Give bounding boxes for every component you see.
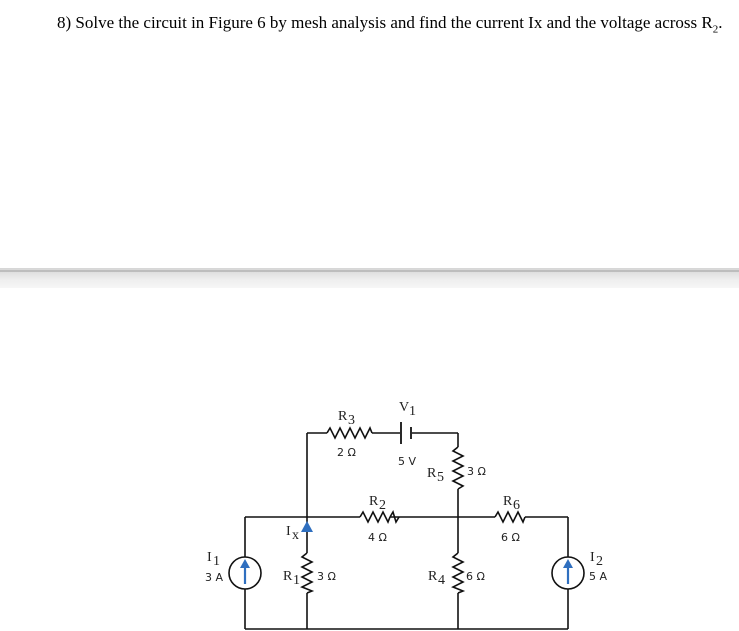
i2-value: 5 A (589, 570, 608, 583)
resistor-r5 (427, 447, 486, 489)
v1-name: V (399, 400, 410, 415)
r1-name: R (283, 569, 293, 584)
r5-value: 3 Ω (467, 465, 486, 478)
r2-value: 4 Ω (368, 531, 387, 544)
i1-name: I (207, 550, 212, 565)
resistor-r4 (428, 553, 485, 593)
question-end: . (718, 13, 723, 32)
r3-name: R (338, 409, 348, 424)
resistor-r1 (283, 553, 336, 593)
r3-value: 2 Ω (337, 446, 356, 459)
resistor-r6 (495, 494, 525, 544)
r6-sub: 6 (513, 498, 520, 513)
r1-value: 3 Ω (317, 570, 336, 583)
current-source-i2-icon (552, 550, 607, 589)
question-main: 8) Solve the circuit in Figure 6 by mesh analysis and find the current Ix and the voltage across R (57, 13, 713, 32)
r4-sub: 4 (438, 573, 445, 588)
i2-name: I (590, 550, 595, 565)
r5-sub: 5 (437, 470, 444, 485)
i2-sub: 2 (596, 554, 603, 569)
r5-name: R (427, 466, 437, 481)
question-subscript: 2 (712, 23, 719, 36)
ix-sub: x (292, 528, 299, 543)
r6-value: 6 Ω (501, 531, 520, 544)
r4-name: R (428, 569, 438, 584)
i1-value: 3 A (205, 571, 224, 584)
v1-value: 5 V (398, 455, 417, 468)
r6-name: R (503, 494, 513, 509)
i1-sub: 1 (213, 554, 220, 569)
r3-sub: 3 (348, 413, 355, 428)
r4-value: 6 Ω (466, 570, 485, 583)
r2-name: R (369, 494, 379, 509)
ix-name: I (286, 524, 291, 539)
v1-sub: 1 (409, 404, 416, 419)
resistor-r3 (327, 409, 372, 459)
resistor-r2 (360, 494, 399, 544)
current-source-i1-icon (205, 550, 261, 589)
r1-sub: 1 (293, 573, 300, 588)
ix-arrow-icon (286, 521, 313, 543)
battery-icon (398, 400, 416, 468)
r2-sub: 2 (379, 498, 386, 513)
